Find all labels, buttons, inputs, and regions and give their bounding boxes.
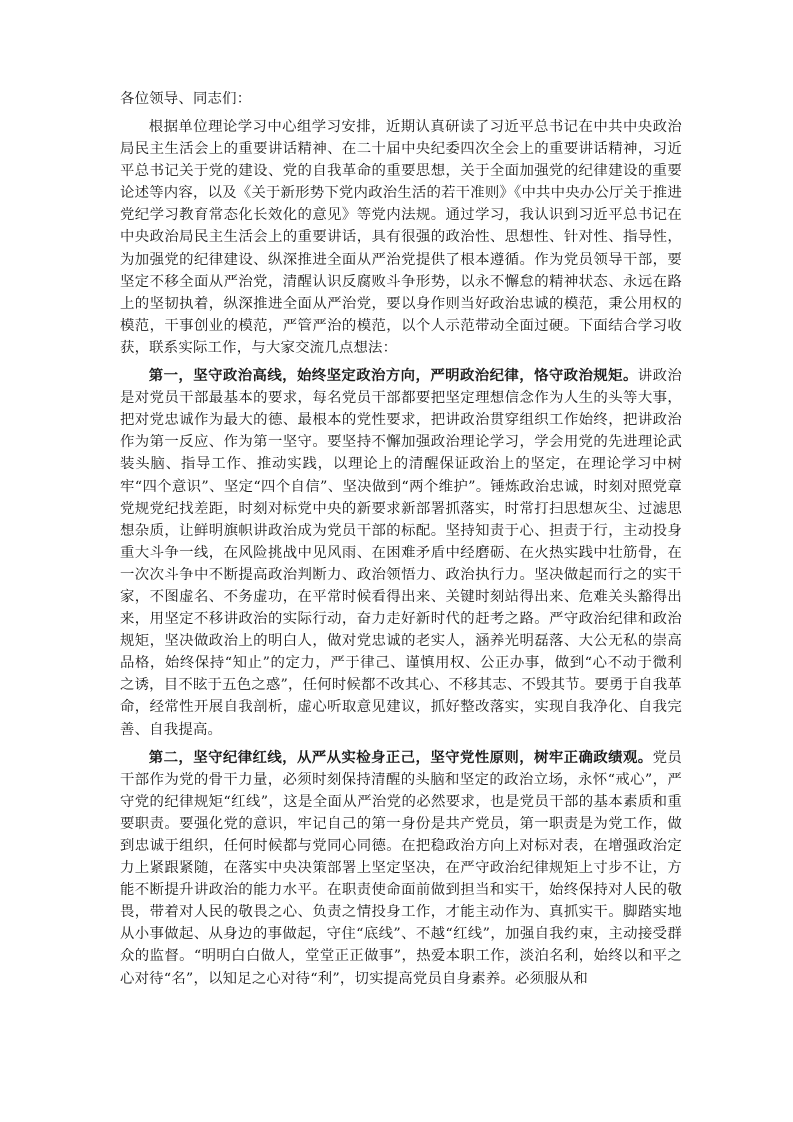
paragraph-intro-body: 根据单位理论学习中心组学习安排，近期认真研读了习近平总书记在中共中央政治局民主生活会上的重要讲话精神、在二十届中央纪委四次全会上的重要讲话精神，习近平总书记关于党的建设、党的自我革命的重要思想，关于全面加强党的纪律建设的重要论述等内容，以及《关于新形势下党内政治生活的若干准则》《中共中央办公厅关于推进党纪学习教育常态化长效化的意见》等党内法规。通过学习，我认识到习近平总书记在中央政治局民主生活会上的重要讲话，具有很强的政治性、思想性、针对性、指导性，为加强党的纪律建设、纵深推进全面从严治党提供了根本遵循。作为党员领导干部，要坚定不移全面从严治党，清醒认识反腐败斗争形势，以永不懈怠的精神状态、永远在路上的坚韧执着，纵深推进全面从严治党，要以身作则当好政治忠诚的模范，秉公用权的模范，干事创业的模范，严管严治的模范，以个人示范带动全面过硬。下面结合学习收获，联系实际工作，与大家交流几点想法：: [120, 119, 682, 356]
paragraph-second-point: [120, 747, 682, 990]
paragraph-second-point-body: 党员干部作为党的骨干力量，必须时刻保持清醒的头脑和坚定的政治立场，永怀“戒心”，严守党的纪律规矩“红线”，这是全面从严治党的必然要求，也是党员干部的基本素质和重要职责。要强化党的意识，牢记自己的第一身份是共产党员，第一职责是为党工作，做到忠诚于组织，任何时候都与党同心同德。在把稳政治方向上对标对表，在增强政治定力上紧跟紧随，在落实中央决策部署上坚定坚决，在严守政治纪律规矩上寸步不让，方能不断提升讲政治的能力水平。在职责使命面前做到担当和实干，始终保持对人民的敬畏，带着对人民的敬畏之心、负责之情投身工作，才能主动作为、真抓实干。脚踏实地从小事做起、从身边的事做起，守住“底线”、不越“红线”，加强自我约束，主动接受群众的监督。“明明白白做人，堂堂正正做事”，热爱本职工作，淡泊名利，始终以和平之心对待“名”，以知足之心对待“利”，切实提高党员自身素养。必须服从和: [120, 749, 682, 987]
paragraph-first-point: [120, 365, 682, 741]
paragraph-first-point-body: 讲政治是对党员干部最基本的要求，每名党员干部都要把坚定理想信念作为人生的头等大事，把对党忠诚作为最大的德、最根本的党性要求，把讲政治贯穿组织工作始终，把讲政治作为第一反应、作为第一坚守。要坚持不懈加强政治理论学习，学会用党的先进理论武装头脑、指导工作、推动实践，以理论上的清醒保证政治上的坚定，在理论学习中树牢“四个意识”、坚定“四个自信”、坚决做到“两个维护”。锤炼政治忠诚，时刻对照党章党规党纪找差距，时刻对标党中央的新要求新部署抓落实，时常打扫思想灰尘、过滤思想杂质，让鲜明旗帜讲政治成为党员干部的标配。坚持知责于心、担责于行，主动投身重大斗争一线，在风险挑战中见风雨、在困难矛盾中经磨砺、在火热实践中壮筋骨，在一次次斗争中不断提高政治判断力、政治领悟力、政治执行力。坚决做起而行之的实干家，不图虚名、不务虚功，在平常时候看得出来、关键时刻站得出来、危难关头豁得出来，用坚定不移讲政治的实际行动，奋力走好新时代的赶考之路。严守政治纪律和政治规矩，坚决做政治上的明白人，做对党忠诚的老实人，涵养光明磊落、大公无私的崇高品格，始终保持“知止”的定力，严于律己、谨慎用权、公正办事，做到“心不动于微利之诱，目不眩于五色之惑”，任何时候都不改其心、不移其志、不毁其节。要勇于自我革命，经常性开展自我剖析，虚心听取意见建议，抓好整改落实，实现自我净化、自我完善、自我提高。: [120, 368, 683, 738]
paragraph-first-point-heading: 第一，坚守政治高线，始终坚定政治方向，严明政治纪律，恪守政治规矩。: [148, 367, 638, 385]
paragraph-second-point-heading: 第二，坚守纪律红线，从严从实检身正己，坚守党性原则，树牢正确政绩观。: [148, 748, 653, 766]
salutation: 各位领导、同志们：: [120, 91, 252, 107]
document-page: [120, 88, 682, 996]
paragraph-intro: [120, 116, 682, 359]
